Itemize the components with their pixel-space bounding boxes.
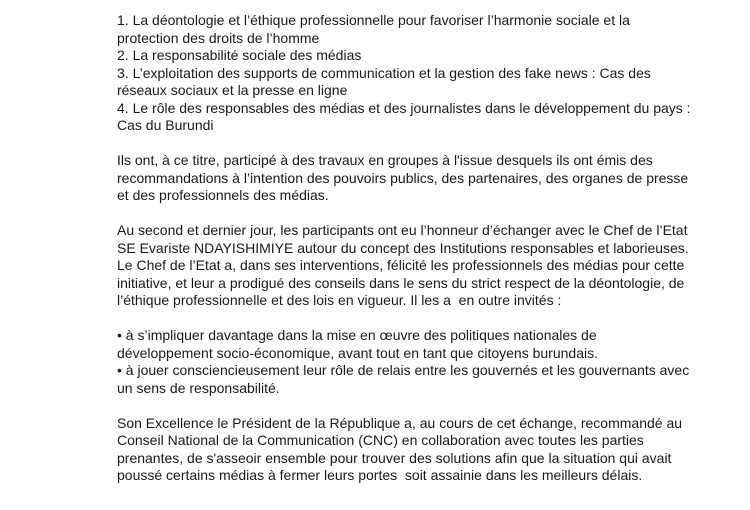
- bullet-item: [117, 327, 717, 362]
- paragraph-second-day: [117, 222, 717, 310]
- bullet-line: • à jouer consciencieusement leur rôle de relais entre les gouvernés et les gouvernants avec: [117, 362, 690, 378]
- paragraph-line: Au second et dernier jour, les participants ont eu l’honneur d’échanger avec le Chef de l’Etat: [117, 222, 688, 238]
- paragraph-line: poussé certains médias à fermer leurs portes soit assainie dans les meilleurs délais.: [117, 467, 643, 483]
- paragraph-spacer: [117, 397, 717, 415]
- paragraph-line: et des professionnels des médias.: [117, 187, 329, 203]
- topic-line: 3. L’exploitation des supports de communication et la gestion des fake news : Cas des: [117, 64, 651, 81]
- topic-line: Cas du Burundi: [117, 117, 214, 133]
- topics-list: [117, 12, 717, 135]
- paragraph-spacer: [117, 205, 717, 223]
- topic-line: protection des droits de l’homme: [117, 29, 320, 46]
- paragraph-president: [117, 415, 717, 485]
- bullet-item: [117, 362, 717, 397]
- paragraph-line: Conseil National de la Communication (CNC) en collaboration avec toutes les parties: [117, 432, 644, 448]
- paragraph-line: Son Excellence le Président de la République a, au cours de cet échange, recommandé au: [117, 414, 683, 431]
- topic-item: [117, 12, 717, 47]
- paragraph-line: SE Evariste NDAYISHIMIYE autour du concept des Institutions responsables et laborieuses.: [117, 239, 689, 256]
- topic-line: réseaux sociaux et la presse en ligne: [117, 82, 348, 98]
- paragraph-groups: [117, 152, 717, 205]
- paragraph-line: Ils ont, à ce titre, participé à des travaux en groupes à l'issue desquels ils ont émis des: [117, 152, 653, 168]
- paragraph-line: Le Chef de l’Etat a, dans ses interventions, félicité les professionnels des médias pour cette: [117, 257, 685, 273]
- paragraph-line: recommandations à l’intention des pouvoirs publics, des partenaires, des organes de presse: [117, 169, 689, 186]
- topic-item: [117, 47, 717, 65]
- bullet-line: développement socio-économique, avant tout en tant que citoyens burundais.: [117, 344, 598, 361]
- paragraph-spacer: [117, 135, 717, 153]
- topic-line: 4. Le rôle des responsables des médias et des journalistes dans le développement du pays :: [117, 99, 691, 116]
- topic-line: 1. La déontologie et l’éthique professionnelle pour favoriser l’harmonie sociale et la: [117, 12, 630, 28]
- topic-item: [117, 100, 717, 135]
- bullet-list: [117, 327, 717, 397]
- paragraph-spacer: [117, 310, 717, 328]
- topic-item: [117, 65, 717, 100]
- bullet-line: • à s’impliquer davantage dans la mise en œuvre des politiques nationales de: [117, 327, 597, 343]
- topic-line: 2. La responsabilité sociale des médias: [117, 47, 362, 63]
- paragraph-line: initiative, et leur a prodigué des conseils dans le sens du strict respect de la déontologie, de: [117, 274, 685, 291]
- document-page: [117, 12, 717, 485]
- paragraph-line: l’éthique professionnelle et des lois en vigueur. Il les a en outre invités :: [117, 292, 562, 308]
- bullet-line: un sens de responsabilité.: [117, 379, 280, 396]
- paragraph-line: prenantes, de s'asseoir ensemble pour trouver des solutions afin que la situation qui avait: [117, 449, 672, 466]
